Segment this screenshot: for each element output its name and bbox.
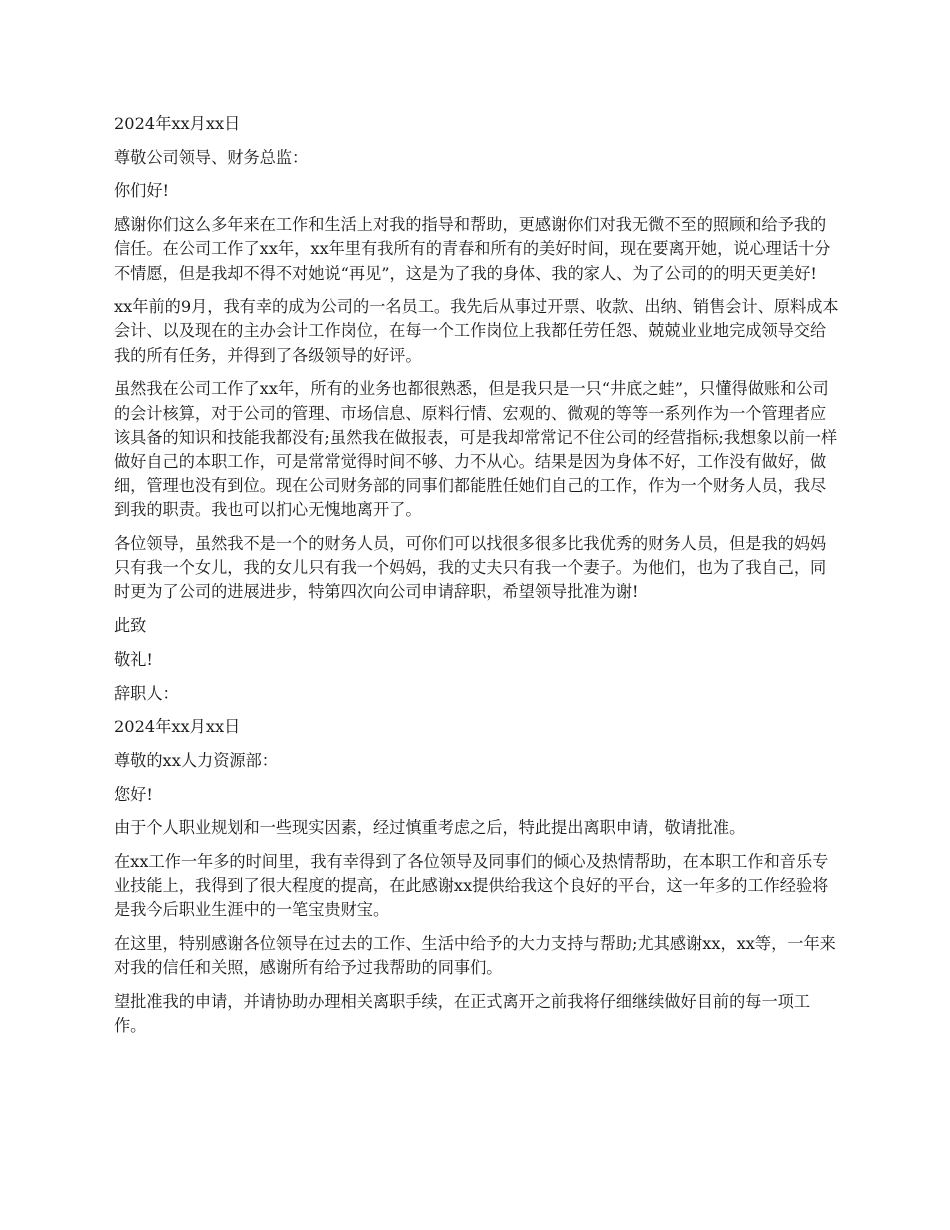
letter2-greeting: 您好! (114, 784, 153, 804)
document-page (114, 112, 840, 1048)
letter1-signature: 辞职人： (114, 683, 179, 703)
letter1-paragraph: xx年前的9月，我有幸的成为公司的一名员工。我先后从事过开票、收款、出纳、销售会计、原料成本会计、以及现在的主办会计工作岗位，在每一个工作岗位上我都任劳任怨、兢兢业业地完成领导交给我的所有任务，并得到了各级领导的好评。 (114, 297, 839, 365)
letter1-paragraph: 虽然我在公司工作了xx年，所有的业务也都很熟悉，但是我只是一只“井底之蛙”，只懂得做账和公司的会计核算，对于公司的管理、市场信息、原料行情、宏观的、微观的等等一系列作为一个管理者应该具备的知识和技能我都没有;虽然我在做报表，可是我却常常记不住公司的经营指标;我想象以前一样做好自己的本职工作，可是常常觉得时间不够、力不从心。结果是因为身体不好，工作没有做好，做细，管理也没有到位。现在公司财务部的同事们都能胜任她们自己的工作，作为一个财务人员，我尽到我的职责。我也可以扪心无愧地离开了。 (114, 379, 838, 520)
letter2-paragraph: 由于个人职业规划和一些现实因素，经过慎重考虑之后，特此提出离职申请，敬请批准。 (114, 818, 746, 838)
letter2-paragraph: 望批准我的申请，并请协助办理相关离职手续，在正式离开之前我将仔细继续做好目前的每一项工作。 (114, 992, 811, 1036)
letter2-paragraph: 在这里，特别感谢各位领导在过去的工作、生活中给予的大力支持与帮助;尤其感谢xx，xx等，一年来对我的信任和关照，感谢所有给予过我帮助的同事们。 (114, 934, 836, 978)
letter2-paragraph: 在xx工作一年多的时间里，我有幸得到了各位领导及同事们的倾心及热情帮助，在本职工作和音乐专业技能上，我得到了很大程度的提高，在此感谢xx提供给我这个良好的平台，这一年多的工作经验将是我今后职业生涯中的一笔宝贵财宝。 (114, 852, 829, 920)
letter1-regards: 敬礼! (114, 649, 153, 669)
letter2-salutation: 尊敬的xx人力资源部： (114, 750, 278, 770)
letter1-closing: 此致 (114, 616, 147, 636)
letter1-signature-date: 2024年xx月xx日 (114, 717, 241, 737)
letter1-paragraph: 各位领导，虽然我不是一个的财务人员，可你们可以找很多很多比我优秀的财务人员，但是我的妈妈只有我一个女儿，我的女儿只有我一个妈妈，我的丈夫只有我一个妻子。为他们，也为了我自己，同时更为了公司的进展进步，特第四次向公司申请辞职，希望领导批准为谢! (114, 534, 827, 602)
letter1-paragraph: 感谢你们这么多年来在工作和生活上对我的指导和帮助，更感谢你们对我无微不至的照顾和给予我的信任。在公司工作了xx年，xx年里有我所有的青春和所有的美好时间，现在要离开她，说心理话十分不情愿，但是我却不得不对她说“再见”，这是为了我的身体、我的家人、为了公司的的明天更美好! (114, 215, 831, 283)
letter1-greeting: 你们好! (114, 181, 170, 201)
letter1-salutation: 尊敬公司领导、财务总监： (114, 147, 309, 167)
letter1-date: 2024年xx月xx日 (114, 114, 241, 133)
